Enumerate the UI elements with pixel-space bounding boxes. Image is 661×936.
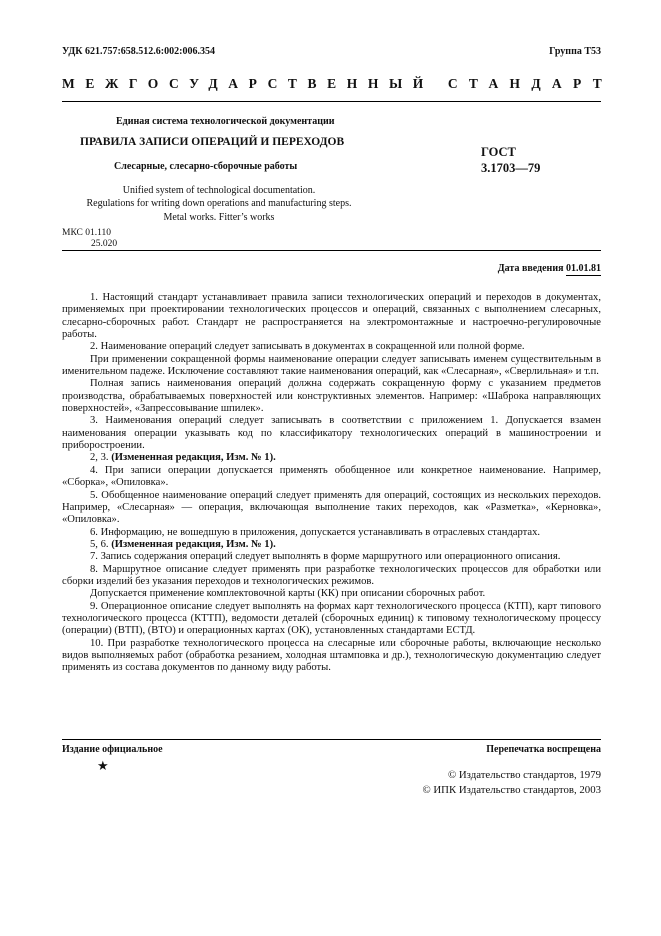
udk-code: УДК 621.757:658.512.6:002:006.354 [62,46,215,57]
star-icon: ★ [97,758,109,773]
copyright-line: © Издательство стандартов, 1979 [447,769,601,781]
top-rule [62,101,601,102]
amendment-nums: 5, 6. [90,538,109,550]
mks-label: МКС 01.110 [62,228,112,238]
amendment-text: (Измененная редакция, Изм. № 1). [111,452,276,464]
paragraph: 8. Маршрутное описание следует применять при разработке технологических процессов для обработки или сборки изделий без указания переходов и технологических режимов. [62,563,601,587]
mks-code2: 25.020 [91,239,118,249]
paragraph: 9. Операционное описание следует выполнять на формах карт технологического процесса (КТП), карт типового технологического процесса (КТТП), ведомости деталей (сборочных единиц) к типовому технологическому процессу (операции) (ВТП), (ВТО) и операционных картах (ОК), установленных стандартами ЕСТД. [62,600,601,637]
paragraph: 6. Информацию, не вошедшую в приложения, допускается устанавливать в отраслевых стандартах. [90,526,541,538]
paragraph: Полная запись наименования операций должна содержать сокращенную форму с указанием предметов производства, обрабатываемых поверхностей или конструктивных элементов. Например: «Шаброка направляющих поверхностей», «Запрессовывание шпилек». [62,378,601,415]
paragraph: 7. Запись содержания операций следует выполнять в форме маршрутного или операционного описания. [90,551,561,563]
paragraph: 2. Наименование операций следует записывать в документах в сокращенной или полной форме. [90,341,525,353]
system-name: Единая система технологической документации [116,116,335,127]
middle-rule [62,250,601,251]
english-line: Metal works. Fitter’s works [163,211,275,223]
english-title [62,184,376,224]
copyright-line: © ИПК Издательство стандартов, 2003 [422,784,601,796]
official-edition: Издание официальное [62,744,163,755]
paragraph: 4. При записи операции допускается применять обобщенное или конкретное наименование. Например, «Сборка», «Опиловка». [62,464,601,489]
gost-designation [481,144,540,176]
copyright-block [422,768,601,798]
english-line: Unified system of technological documentation. [122,185,316,196]
group-code: Группа Т53 [549,46,601,57]
gost-label: ГОСТ [481,145,516,159]
paragraph: 3. Наименования операций следует записывать в соответствии с приложением 1. Допускается взамен наименования операции указывать код по классификатору технологических операций в машиностроении и приборостроении. [62,415,601,452]
amendment-note [62,539,601,551]
intro-date-value: 01.01.81 [566,263,601,274]
intro-date [498,263,601,274]
document-title: ПРАВИЛА ЗАПИСИ ОПЕРАЦИЙ И ПЕРЕХОДОВ [80,136,345,148]
amendment-note [62,452,601,464]
english-line: Regulations for writing down operations and manufacturing steps. [86,198,352,210]
paragraph: 10. При разработке технологического процесса на слесарные или сборочные работы, включающие несколько видов выполняемых работ (обработка резанием, холодная штамповка и др.), технологическую документацию следует применять из состава документов по данному виду работы. [62,637,601,674]
document-body [62,292,601,675]
amendment-nums: 2, 3. [90,452,109,464]
paragraph: Допускается применение комплектовочной карты (КК) при описании сборочных работ. [90,588,486,600]
footer-rule [62,739,601,740]
paragraph: 5. Обобщенное наименование операций следует применять для операций, состоящих из нескольких переходов. Например, «Слесарная» — операция, включающая выполнение таких переходов, как «Разметка», «Керновка», «Опиловка». [62,489,601,526]
paragraph: При применении сокращенной формы наименование операции следует записывать именем существительным в именительном падеже. Исключение составляют такие наименования операций, как «Слесарная», «Сверлильная» и т.п. [62,353,601,378]
banner-right: СТАНДАРТ [447,76,613,91]
document-subtitle: Слесарные, слесарно-сборочные работы [114,161,298,172]
gost-number: 3.1703—79 [481,161,541,175]
amendment-text: (Измененная редакция, Изм. № 1). [111,538,276,550]
mks-codes [62,228,117,250]
paragraph: 1. Настоящий стандарт устанавливает правила записи технологических операций и переходов в документах, применяемых при проектировании технологических процессов и операций, связанных с выполнением слесарных, слесарно-сборочных работ. Стандарт не распространяется на электромонтажные и настроечно-регулировочные работы. [62,292,601,341]
intro-label: Дата введения [497,263,564,274]
reprint-notice: Перепечатка воспрещена [486,744,601,755]
banner-left: МЕЖГОСУДАРСТВЕННЫЙ [62,76,434,91]
